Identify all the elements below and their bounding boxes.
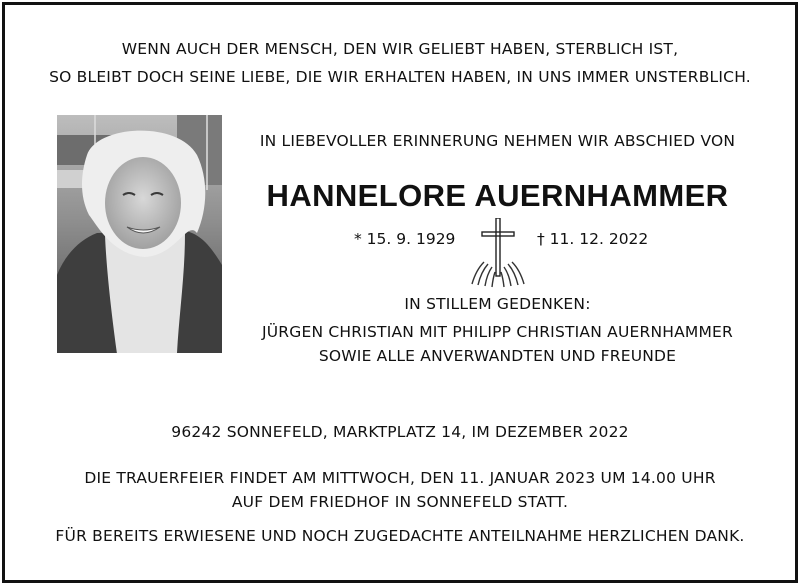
portrait-photo xyxy=(57,115,222,353)
mourners-heading: IN STILLEM GEDENKEN: xyxy=(404,295,591,313)
birth-date: * 15. 9. 1929 xyxy=(354,230,456,248)
ceremony-line-2: AUF DEM FRIEDHOF IN SONNEFELD STATT. xyxy=(231,493,569,511)
cross-icon xyxy=(466,218,532,288)
ceremony-line-1: DIE TRAUERFEIER FINDET AM MITTWOCH, DEN 11. JANUAR 2023 UM 14.00 UHR xyxy=(84,469,716,487)
address-date: 96242 SONNEFELD, MARKTPLATZ 14, IM DEZEMBER 2022 xyxy=(171,423,629,441)
deceased-name: HANNELORE AUERNHAMMER xyxy=(266,178,729,213)
death-date: † 11. 12. 2022 xyxy=(537,230,649,248)
motto-line-2: SO BLEIBT DOCH SEINE LIEBE, DIE WIR ERHALTEN HABEN, IN UNS IMMER UNSTERBLICH. xyxy=(49,68,751,86)
thanks-text: FÜR BEREITS ERWIESENE UND NOCH ZUGEDACHTE ANTEILNAHME HERZLICHEN DANK. xyxy=(55,527,745,545)
intro-text: IN LIEBEVOLLER ERINNERUNG NEHMEN WIR ABSCHIED VON xyxy=(259,132,736,150)
mourners-line-1: JÜRGEN CHRISTIAN MIT PHILIPP CHRISTIAN AUERNHAMMER xyxy=(261,323,734,341)
motto-line-1: WENN AUCH DER MENSCH, DEN WIR GELIEBT HABEN, STERBLICH IST, xyxy=(121,40,679,58)
mourners-line-2: SOWIE ALLE ANVERWANDTEN UND FREUNDE xyxy=(318,347,677,365)
